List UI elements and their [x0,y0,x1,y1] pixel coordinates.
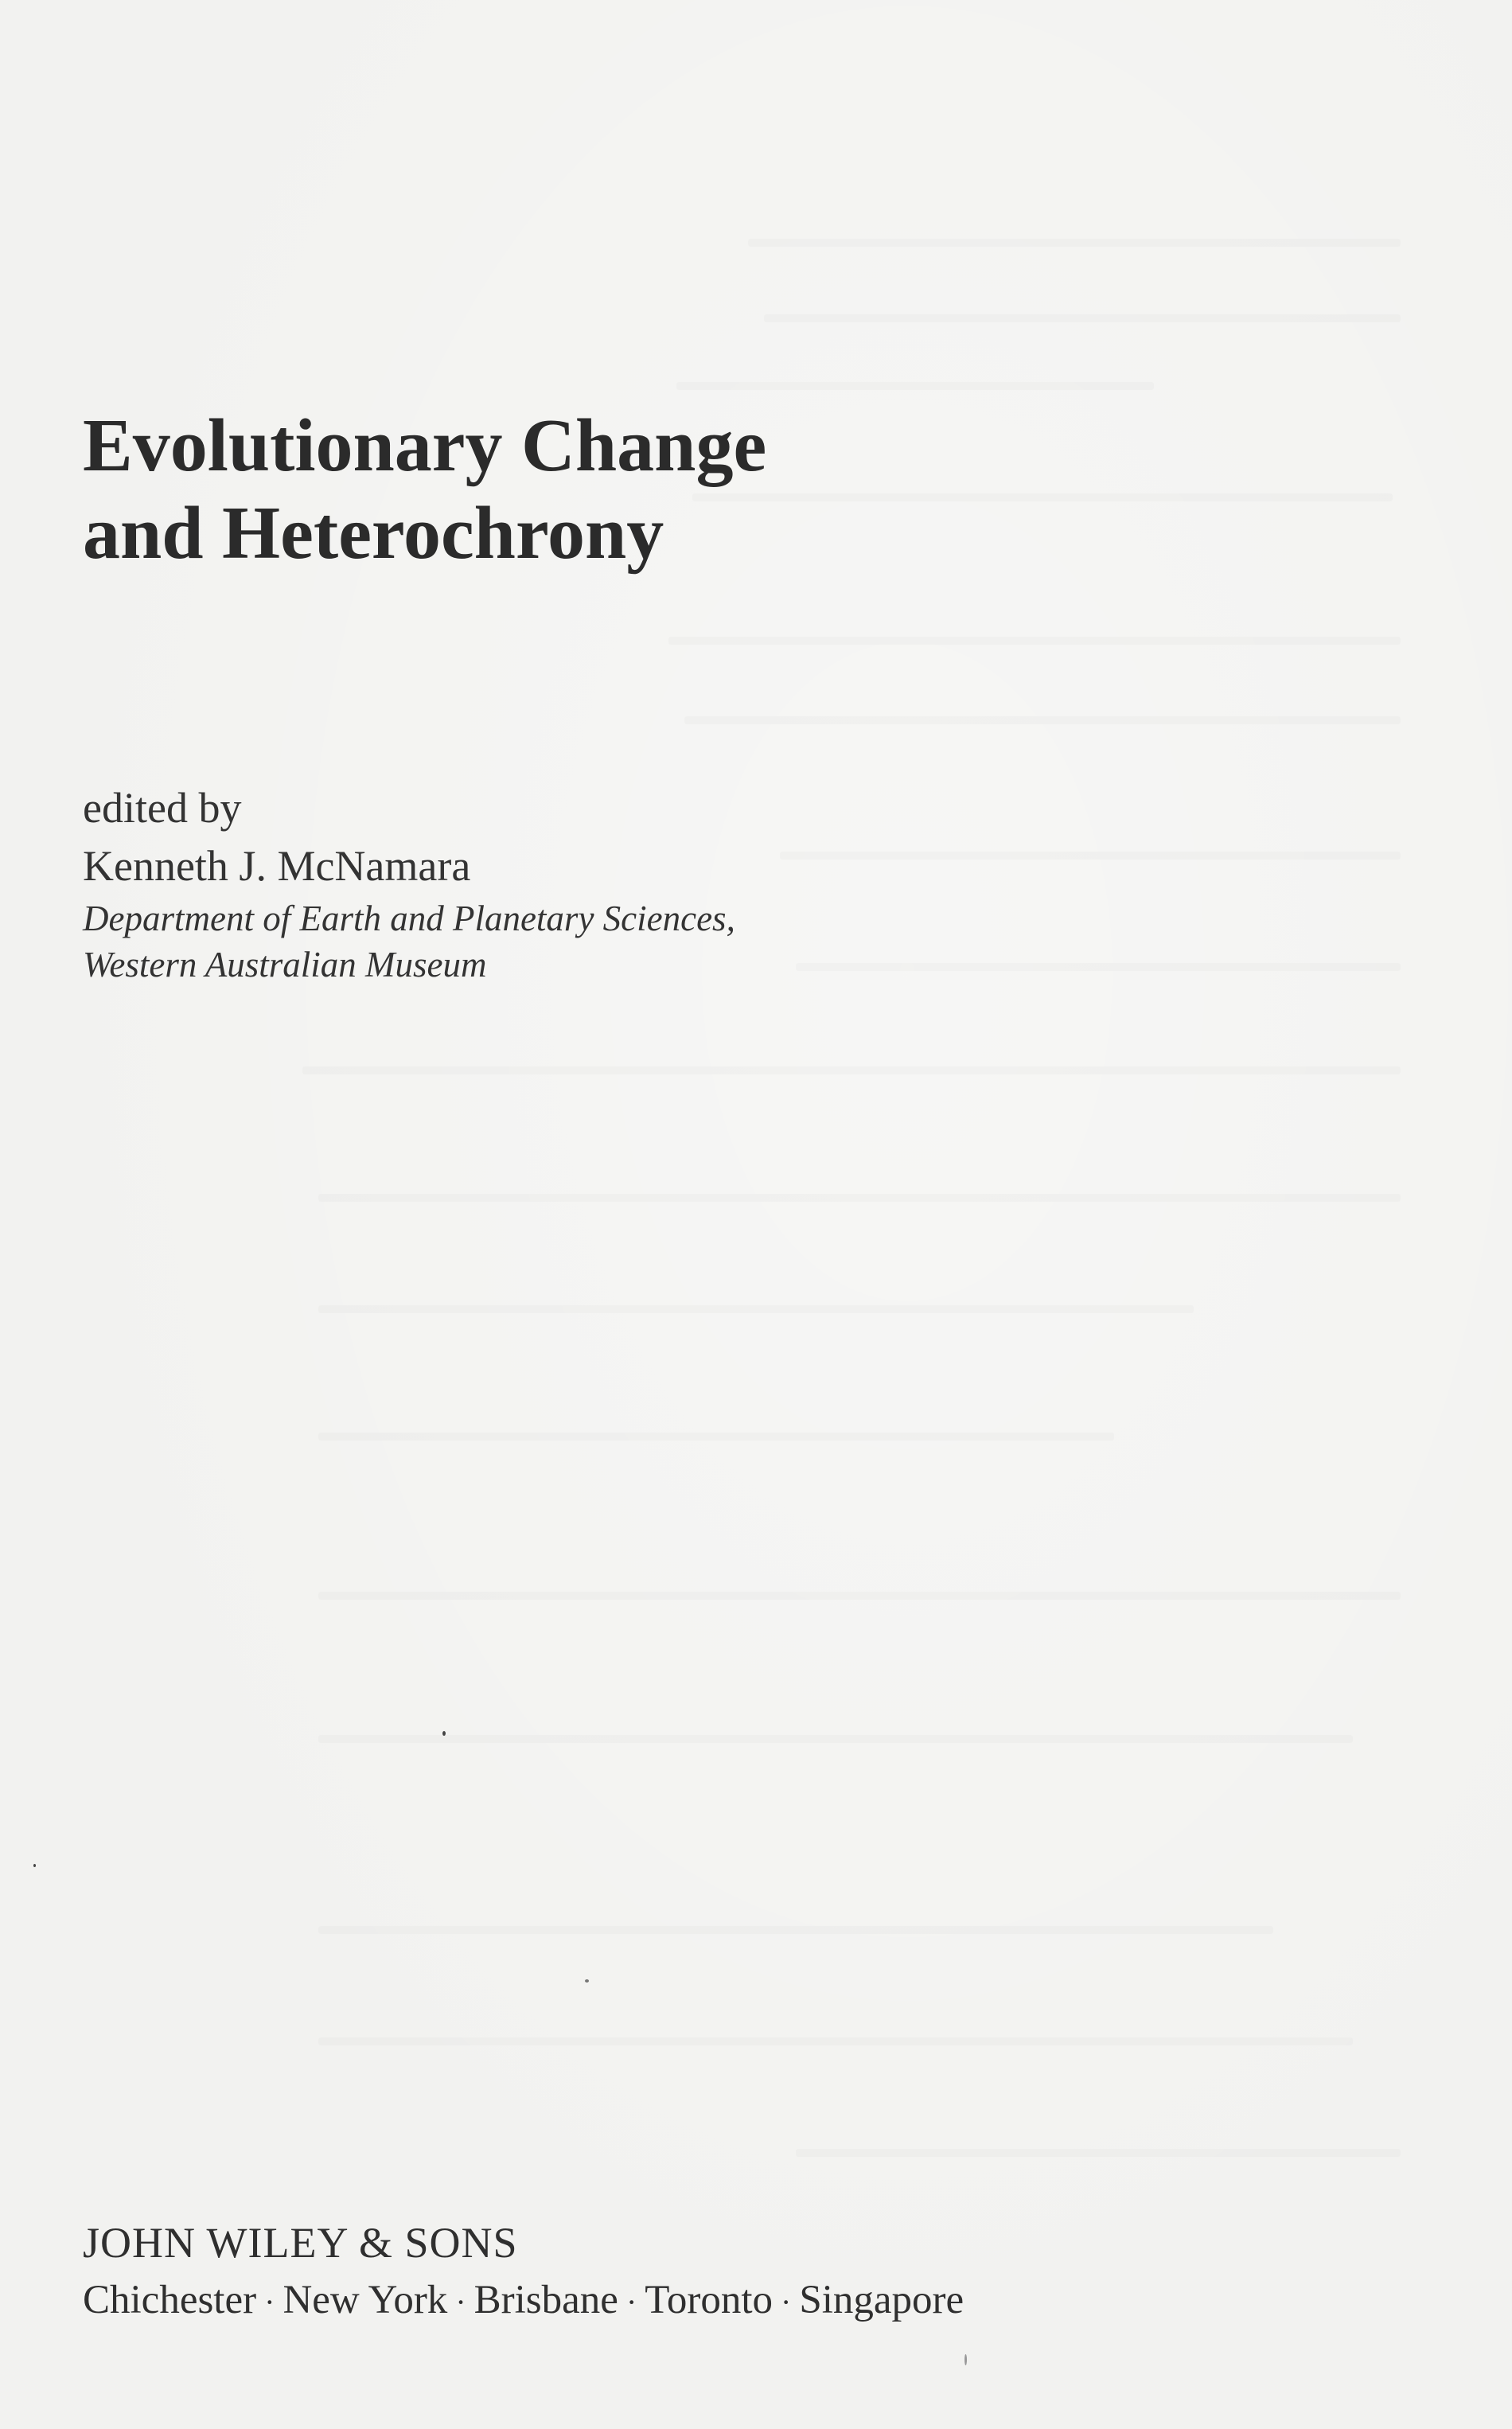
city-separator: · [781,2284,792,2320]
city-new-york: New York [283,2278,448,2322]
affiliation-line-2: Western Australian Museum [83,945,487,984]
editor-affiliation [83,895,735,988]
city-separator: · [625,2284,637,2320]
city-brisbane: Brisbane [473,2278,618,2322]
publisher-cities [83,2276,964,2326]
edited-by-label: edited by [83,784,242,832]
book-title-line-1: Evolutionary Change [83,404,767,487]
publisher-name: JOHN WILEY & SONS [83,2219,518,2267]
city-singapore: Singapore [799,2278,964,2322]
affiliation-line-1: Department of Earth and Planetary Sciences, [83,899,735,938]
book-title-line-2: and Heterochrony [83,492,664,575]
city-separator: · [264,2284,275,2320]
book-title [83,402,766,577]
city-chichester: Chichester [83,2278,257,2322]
editor-name: Kenneth J. McNamara [83,842,471,890]
city-toronto: Toronto [645,2278,774,2322]
city-separator: · [455,2284,466,2320]
